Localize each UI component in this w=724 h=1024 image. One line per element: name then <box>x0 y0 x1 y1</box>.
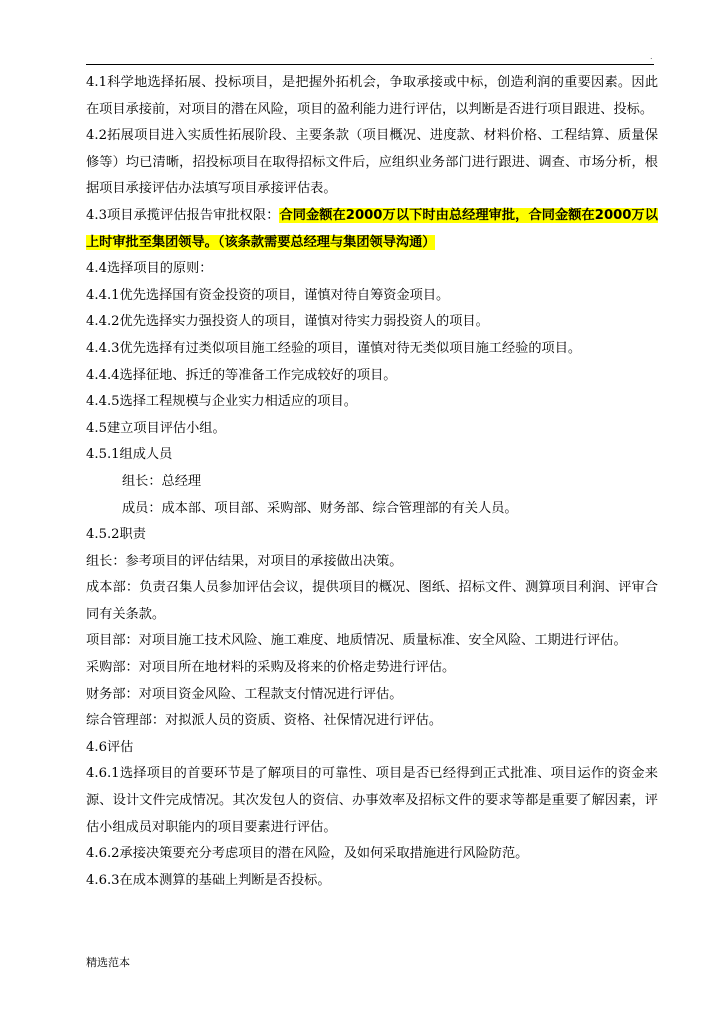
header-mark: . <box>650 52 653 61</box>
paragraph-4-3-lead: 4.3项目承揽评估报告审批权限： <box>86 207 280 223</box>
duty-project-dept: 项目部：对项目施工技术风险、施工难度、地质情况、质量标准、安全风险、工期进行评估。 <box>86 633 627 649</box>
team-members-line: 成员：成本部、项目部、采购部、财务部、综合管理部的有关人员。 <box>122 500 518 516</box>
paragraph-4-3 <box>86 203 658 256</box>
paragraph-4-4-2: 4.4.2优先选择实力强投资人的项目，谨慎对待实力弱投资人的项目。 <box>86 314 489 330</box>
duty-procurement-dept: 采购部：对项目所在地材料的采购及将来的价格走势进行评估。 <box>86 660 456 676</box>
paragraph-4-6: 4.6评估 <box>86 739 134 755</box>
footer-text: 精选范本 <box>86 956 130 969</box>
paragraph-4-4-5: 4.4.5选择工程规模与企业实力相适应的项目。 <box>86 394 357 410</box>
duty-finance-dept: 财务部：对项目资金风险、工程款支付情况进行评估。 <box>86 686 403 702</box>
document-body <box>86 70 658 894</box>
duty-cost-dept: 成本部：负责召集人员参加评估会议，提供项目的概况、图纸、招标文件、测算项目利润、评审合同有关条款。 <box>86 580 658 622</box>
duty-leader: 组长：参考项目的评估结果，对项目的承接做出决策。 <box>86 553 403 569</box>
paragraph-4-6-2: 4.6.2承接决策要充分考虑项目的潜在风险，及如何采取措施进行风险防范。 <box>86 846 529 862</box>
paragraph-4-2: 4.2拓展项目进入实质性拓展阶段、主要条款（项目概况、进度款、材料价格、工程结算、质量保修等）均已清晰，招投标项目在取得招标文件后，应组织业务部门进行跟进、调查、市场分析，根据项目承接评估办法填写项目承接评估表。 <box>86 128 658 197</box>
header-rule <box>86 64 654 65</box>
paragraph-4-4: 4.4选择项目的原则： <box>86 261 213 277</box>
duty-admin-dept: 综合管理部：对拟派人员的资质、资格、社保情况进行评估。 <box>86 713 443 729</box>
paragraph-4-5-2: 4.5.2职责 <box>86 527 146 543</box>
team-leader-line: 组长：总经理 <box>122 473 202 489</box>
paragraph-4-6-1: 4.6.1选择项目的首要环节是了解项目的可靠性、项目是否已经得到正式批准、项目运作的资金来源、设计文件完成情况。其次发包人的资信、办事效率及招标文件的要求等都是重要了解因素，评估小组成员对职能内的项目要素进行评估。 <box>86 766 658 835</box>
highlighted-approval-clause: 合同金额在2000万以下时由总经理审批，合同金额在2000万以上时审批至集团领导。（该条款需要总经理与集团领导沟通） <box>86 207 658 250</box>
paragraph-4-4-4: 4.4.4选择征地、拆迁的等准备工作完成较好的项目。 <box>86 367 397 383</box>
paragraph-4-4-3: 4.4.3优先选择有过类似项目施工经验的项目，谨慎对待无类似项目施工经验的项目。 <box>86 340 582 356</box>
paragraph-4-5: 4.5建立项目评估小组。 <box>86 420 226 436</box>
paragraph-4-5-1: 4.5.1组成人员 <box>86 447 173 463</box>
paragraph-4-4-1: 4.4.1优先选择国有资金投资的项目，谨慎对待自筹资金项目。 <box>86 287 450 303</box>
paragraph-4-1: 4.1科学地选择拓展、投标项目，是把握外拓机会，争取承接或中标，创造利润的重要因素。因此在项目承接前，对项目的潜在风险，项目的盈利能力进行评估，以判断是否进行项目跟进、投标。 <box>86 75 658 117</box>
paragraph-4-6-3: 4.6.3在成本测算的基础上判断是否投标。 <box>86 872 331 888</box>
